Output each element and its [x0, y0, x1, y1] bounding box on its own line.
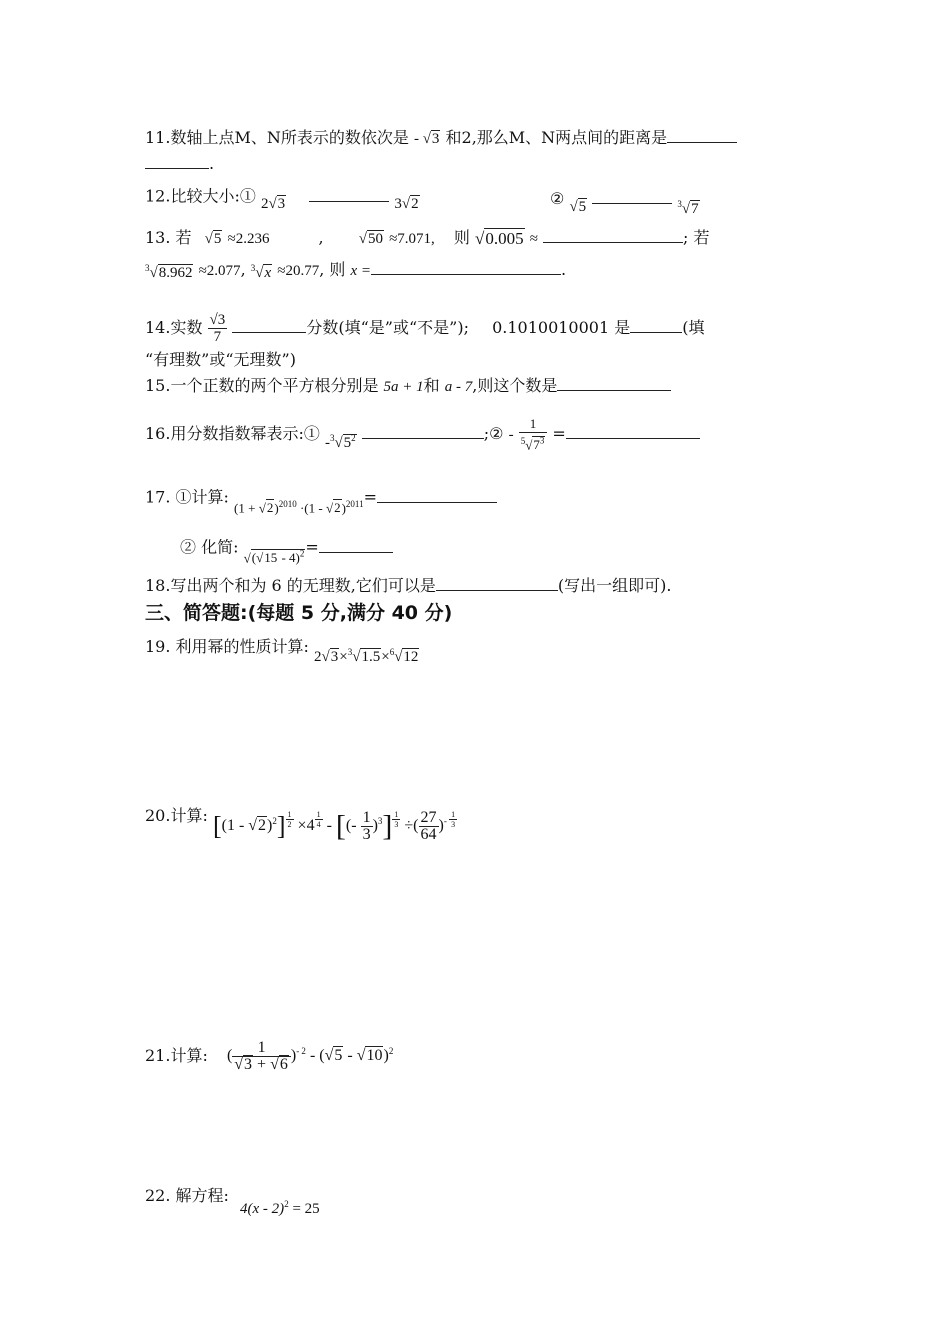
q20-lbracket: [ — [212, 811, 222, 841]
q12-b-rad: 2 — [411, 196, 419, 212]
q14-num2: 0.1010010001 是 — [492, 318, 631, 337]
q19-x2: × — [381, 649, 390, 665]
q19-expr: 2√3×$^3$√1.5×$^6$√12 — [314, 647, 419, 665]
q21-close2: ) — [383, 1047, 389, 1065]
q13-r3: √0.005 — [475, 228, 524, 248]
q16-expr-1: $-^3√5^2$ — [324, 433, 356, 452]
q22-expr — [240, 1194, 320, 1219]
q12-d-rad: 7 — [691, 201, 699, 217]
q13-blank-2[interactable] — [371, 260, 561, 275]
q20-gn: 27 — [420, 809, 437, 826]
q13-semi: ; 若 — [683, 228, 710, 247]
q14-blank-2[interactable] — [630, 318, 682, 333]
q20-d: ) — [372, 817, 378, 835]
q20-gclose: ) — [438, 817, 444, 835]
q16-rad-val: 5 — [343, 435, 352, 452]
q12-expr-d: $^3$√7 — [677, 199, 699, 217]
q20-ex-d: 2 — [287, 820, 292, 829]
q20-frac2 — [419, 810, 439, 843]
q21-close: ) — [290, 1047, 297, 1065]
q17-r2: 2 — [334, 500, 341, 516]
q17-blank-1[interactable] — [377, 488, 497, 503]
q16-den-rad-val: 7 — [533, 437, 540, 453]
q17-text: 17. ①计算: — [145, 487, 229, 507]
q17-r: 2 — [266, 500, 274, 516]
q20-fd: 3 — [362, 826, 371, 843]
q20-ge: - — [443, 815, 450, 826]
q16-blank-1[interactable] — [362, 424, 484, 439]
q14-den: 7 — [213, 329, 222, 345]
q20-r: 2 — [258, 817, 267, 835]
q17-e1: 2010 — [278, 499, 297, 509]
question-18 — [145, 576, 671, 596]
q13-r4-val: 8.962 — [158, 265, 193, 281]
q22-rhs: = 25 — [288, 1201, 320, 1217]
q17-blank-2[interactable] — [319, 538, 393, 553]
q11-answer-blank-2[interactable] — [145, 154, 209, 169]
q20-lbracket2: [ — [335, 809, 346, 843]
q13-r2: √50 — [358, 230, 383, 247]
q12-blank-2[interactable] — [592, 189, 672, 204]
q13-r2-val: 50 — [367, 230, 383, 247]
q17-expr: $(1 + √2)^{2010} \cdot(1 - √2)^{2011}$ — [234, 499, 364, 516]
q13-r5: $^3$√x — [250, 263, 272, 281]
q20-times: ×4 — [297, 817, 315, 835]
q12-expr-c: √5 — [569, 198, 587, 215]
q20-e4a: 1 — [316, 810, 321, 819]
q16-fraction — [519, 416, 548, 453]
q16-exp: 2 — [351, 433, 356, 444]
q13-comma2: , — [240, 260, 246, 279]
q20-fn: 1 — [362, 809, 371, 826]
q17-inner-a: ( — [251, 550, 257, 566]
q21-r3: 5 — [334, 1047, 343, 1065]
q12-c-rad: 5 — [578, 198, 587, 215]
q12-expr-a: 2√3 — [260, 196, 286, 212]
q16-den-rad — [532, 436, 545, 452]
q13-ze2: , 则 — [319, 260, 346, 279]
q20-e1: 2 — [272, 815, 277, 826]
q20-ex3b: 3 — [394, 820, 399, 829]
q16-text: 16.用分数指数幂表示:① — [145, 424, 320, 444]
q17-e2: 2011 — [345, 499, 364, 509]
question-11-cont — [145, 154, 214, 174]
q13-xeq: x = — [350, 262, 372, 279]
q17-expr-c: ) — [341, 500, 346, 516]
q11-text-b: 和2,那么M、N两点间的距离是 — [445, 128, 668, 147]
q19-c: 2 — [314, 649, 322, 665]
q18-blank[interactable] — [436, 576, 558, 591]
q14-num: √3 — [209, 312, 226, 328]
q16-den: $^5√7^3$ — [520, 436, 545, 453]
q21-minus: - ( — [305, 1047, 325, 1065]
q12-blank-1[interactable] — [309, 187, 389, 202]
question-17-part2 — [180, 528, 393, 568]
q12-a-coef: 2 — [260, 196, 269, 212]
q17-expr-2: √(√15 - 4)$^2$ — [243, 549, 305, 566]
q20-rbracket2: ] — [382, 809, 393, 843]
question-13 — [145, 228, 710, 249]
q16-idx: 3 — [329, 433, 335, 444]
q11-end: . — [209, 154, 215, 173]
q15-blank[interactable] — [557, 376, 671, 391]
q19-r3: 12 — [403, 649, 419, 665]
question-20 — [145, 790, 457, 843]
question-13-cont — [145, 258, 566, 283]
q17-expr-b: ) — [274, 500, 279, 516]
q18-end: (写出一组即可). — [557, 576, 672, 595]
q20-text: 20.计算: — [145, 806, 208, 825]
q20-div: ÷( — [404, 817, 419, 835]
q16-neg: - — [324, 435, 330, 452]
q12-text: 12.比较大小:① — [145, 186, 256, 206]
q13-idx: 3 — [145, 263, 150, 273]
q20-frac — [361, 810, 373, 843]
q20-e4 — [315, 810, 323, 829]
q13-r3-val: 0.005 — [485, 228, 524, 248]
q13-approx: ≈ — [529, 230, 538, 247]
q16-den-idx: 5 — [520, 436, 526, 446]
q20-gea: 1 — [451, 810, 456, 819]
question-14 — [145, 312, 704, 345]
q20-ex3a: 1 — [394, 810, 399, 819]
q20-gexp — [449, 810, 457, 829]
q20-ex-n: 1 — [287, 810, 292, 819]
q11-minus: - — [413, 130, 419, 147]
q12-expr-b: 3√2 — [394, 196, 419, 212]
question-12-part2 — [550, 180, 700, 219]
q21-den: √3 + √6 — [234, 1056, 288, 1073]
q11-answer-blank[interactable] — [667, 128, 737, 143]
q13-v1: ≈2.236 — [227, 230, 270, 247]
question-22 — [145, 1174, 320, 1219]
q21-text: 21.计算: — [145, 1046, 208, 1065]
q12-b-coef: 3 — [394, 196, 402, 212]
q11-text: 11.数轴上点M、N所表示的数依次是 — [145, 128, 409, 147]
q13-v4: ≈2.077 — [198, 262, 241, 279]
q13-r1-val: 5 — [213, 230, 222, 247]
q22-e: 2 — [284, 1199, 289, 1209]
q17-outer-rad: (√15 - 4)$^2$ — [251, 549, 305, 566]
q15-e2: a - 7 — [444, 378, 473, 395]
q20-ex — [286, 810, 294, 829]
q13-idx2: 3 — [250, 263, 256, 273]
q13-r4: $^3$√8.962 — [145, 263, 193, 281]
q15-e1: 5a + 1 — [383, 378, 424, 395]
q13-dot: . — [561, 260, 567, 279]
q18-text: 18.写出两个和为 6 的无理数,它们可以是 — [145, 576, 436, 595]
q16-blank-2[interactable] — [566, 424, 700, 439]
question-11: 11.数轴上点M、N所表示的数依次是 - √3 和2,那么M、N两点间的距离是 — [145, 128, 737, 149]
q20-expr: [(1 - √2)$^2$] $\frac{1}{2}$ ×4 $\frac{1}{4}$ - [(- $\frac{1}{3}$ )$^3$] $\frac{1}{3}$ ÷( $\frac{27}{64}$ )- $\frac{1}{3}$ — [212, 809, 456, 843]
q20-c: (- — [345, 817, 361, 835]
q21-plus: + — [253, 1056, 271, 1073]
question-19 — [145, 628, 419, 667]
q16-den-exp: 3 — [539, 436, 545, 446]
q11-radicand: 3 — [431, 130, 440, 147]
q17-sub-text: ② 化简: — [180, 537, 239, 557]
q13-v5: ≈20.77 — [277, 262, 320, 279]
q19-text: 19. 利用幂的性质计算: — [145, 637, 309, 656]
q13-ze: 则 — [453, 228, 470, 247]
q15-text-b: ,则这个数是 — [472, 376, 558, 395]
q21-r4: 10 — [366, 1047, 383, 1065]
q16-num: 1 — [519, 416, 548, 433]
q19-x1: × — [339, 649, 348, 665]
q20-a: (1 - — [221, 817, 249, 835]
q17-eq2: = — [305, 537, 319, 557]
q16-eq: = — [552, 424, 566, 444]
q19-i2: 3 — [347, 647, 353, 657]
q21-e1: - 2 — [296, 1045, 306, 1056]
q17-inner-b: - 4) — [278, 550, 300, 566]
q15-text-a: 15.一个正数的两个平方根分别是 — [145, 376, 379, 395]
question-12 — [145, 180, 420, 214]
q13-v2: ≈7.071, — [389, 230, 435, 247]
q17-expr-a: (1 + — [234, 500, 259, 516]
q12-a-rad: 3 — [277, 196, 286, 212]
q20-e4b: 4 — [316, 820, 321, 829]
q21-expr: ( $\frac{1}{√3 + √6}$ )$^{- 2}$ - (√5 - √10)$^2$ — [226, 1039, 394, 1073]
q20-minus: - — [326, 817, 336, 835]
q22-text: 22. 解方程: — [145, 1186, 229, 1205]
q19-r2: 1.5 — [361, 649, 381, 665]
q13-blank-1[interactable] — [543, 228, 683, 243]
q13-ruo: 13. 若 — [145, 228, 192, 247]
q13-r5-val: x — [264, 265, 272, 281]
question-16 — [145, 416, 700, 453]
q13-r1: √5 — [204, 230, 222, 247]
q17-e3: 2 — [299, 549, 305, 559]
q16-rad — [343, 434, 357, 451]
q13-comma1: , — [318, 228, 324, 247]
q21-frac — [232, 1040, 291, 1073]
q14-fraction — [208, 312, 228, 345]
q16-neg2: - — [508, 426, 514, 443]
q14-blank-1[interactable] — [232, 318, 306, 333]
q21-e2: 2 — [388, 1045, 394, 1056]
section-3-title: 三、简答题:(每题 5 分,满分 40 分) — [145, 602, 453, 624]
q20-ex3 — [392, 810, 400, 829]
q19-i3: 6 — [389, 647, 395, 657]
q20-b: ) — [267, 817, 273, 835]
q16-semi: ;② — [483, 424, 504, 444]
q20-gd: 64 — [420, 826, 437, 843]
q21-num: 1 — [232, 1040, 291, 1057]
q20-e3: 3 — [377, 815, 383, 826]
q21-m2: - — [343, 1047, 357, 1065]
q20-rbracket: ] — [276, 811, 286, 841]
q14-line2: “有理数”或“无理数”) — [145, 350, 296, 369]
q22-lhs: 4(x - 2) — [240, 1201, 285, 1217]
q17-r3: 15 — [264, 550, 278, 566]
question-21 — [145, 1040, 393, 1073]
q14-text-c: (填 — [682, 318, 705, 337]
q14-text-b: 分数(填“是”或“不是”); — [306, 318, 469, 337]
q20-geb: 3 — [451, 820, 456, 829]
q12-circle2: ② — [550, 189, 565, 208]
q12-d-idx: 3 — [677, 199, 682, 209]
q14-text-a: 14.实数 — [145, 318, 203, 337]
q15-he: 和 — [423, 376, 440, 395]
q17-eq: = — [363, 487, 377, 507]
q21-r1: 3 — [244, 1056, 253, 1073]
q21-open: ( — [226, 1047, 233, 1065]
q19-r1: 3 — [330, 649, 339, 665]
question-17 — [145, 478, 497, 518]
question-15 — [145, 376, 671, 397]
q17-dot: ·(1 - — [296, 500, 326, 516]
q21-r2: 6 — [279, 1056, 288, 1073]
